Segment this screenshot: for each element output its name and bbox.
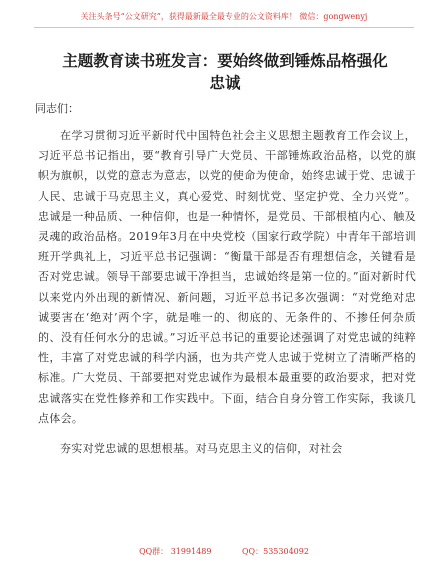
document-title: 主题教育读书班发言：要始终做到锤炼品格强化忠诚 bbox=[62, 52, 388, 92]
header-divider bbox=[34, 27, 414, 28]
body-paragraph-2: 夯实对党忠诚的思想根基。对马克思主义的信仰，对社会 bbox=[60, 442, 343, 456]
document-body bbox=[38, 126, 416, 459]
footer-contact bbox=[0, 546, 448, 557]
footer-qq: QQ：535304092 bbox=[242, 547, 309, 556]
header-note: 关注头条号“公文研究”，获得最新最全最专业的公文资料库！ 微信：gongwenyj bbox=[80, 12, 368, 21]
body-paragraph-1: 在学习贯彻习近平新时代中国特色社会主义思想主题教育工作会议上，习近平总书记指出，要“教育引导广大党员、干部锤炼政治品格，以党的旗帜为旗帜，以党的意志为意志，以党的使命为使命，始终忠诚于党、忠诚于人民、忠诚于马克思主义，真心爱党、时刻忧党、坚定护党、全力兴党”。忠诚是一种品质、一种信仰，也是一种情怀，是党员、干部根植内心、触及灵魂的政治品格。2019年3月在中央党校（国家行政学院）中青年干部培训班开学典礼上，习近平总书记强调：“衡量干部是否有理想信念，关键看是否对党忠诚。领导干部要忠诚干净担当，忠诚始终是第一位的。”面对新时代以来党内外出现的新情况、新问题，习近平总书记多次强调：“对党绝对忠诚要害在‘绝对’两个字，就是唯一的、彻底的、无条件的、不掺任何杂质的、没有任何水分的忠诚。”习近平总书记的重要论述强调了对党忠诚的纯粹性，丰富了对党忠诚的科学内涵，也为共产党人忠诚于党树立了清晰严格的标准。广大党员、干部要把对党忠诚作为最根本最重要的政治要求，把对党忠诚落实在党性修养和工作实践中。下面，结合自身分管工作实际，我谈几点体会。 bbox=[38, 129, 416, 425]
salutation: 同志们： bbox=[35, 102, 79, 115]
footer-qq-group: QQ群： 31991489 bbox=[139, 547, 212, 556]
